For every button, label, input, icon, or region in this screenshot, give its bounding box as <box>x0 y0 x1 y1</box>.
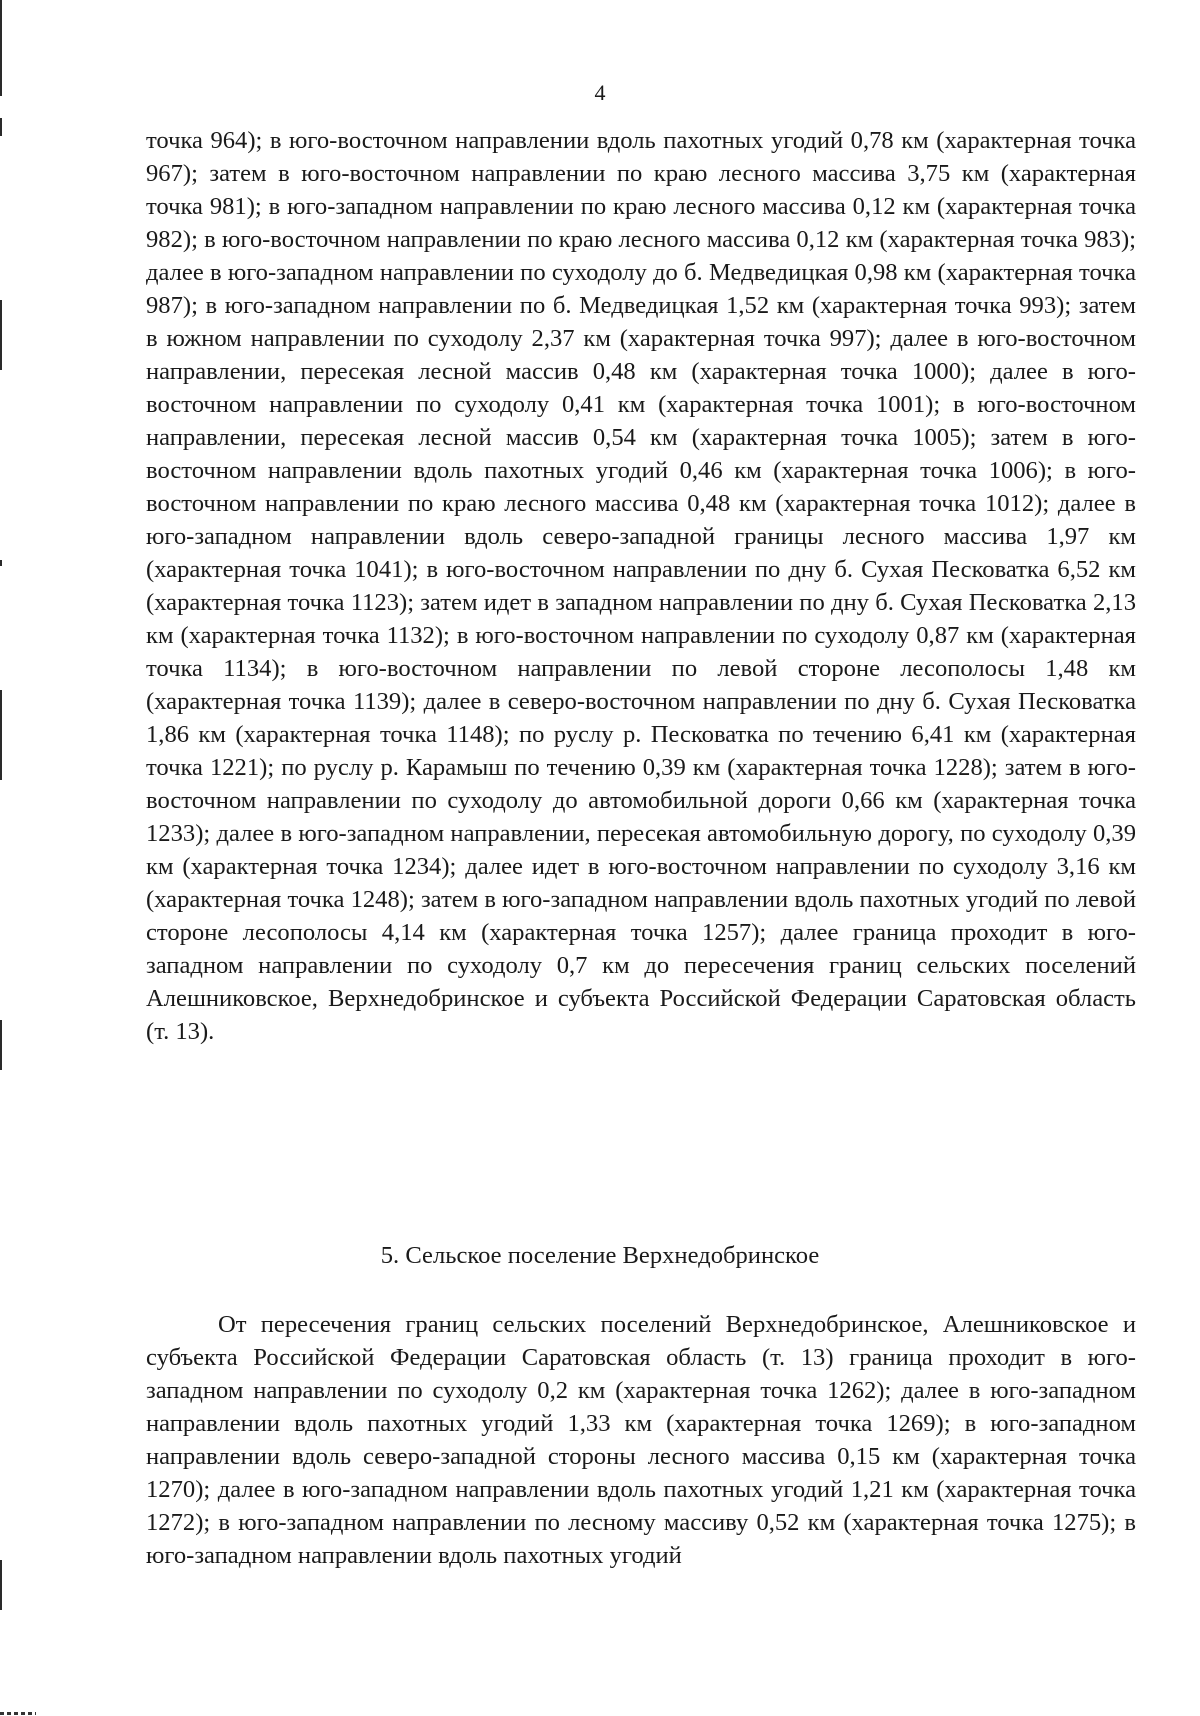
scan-edge-mark <box>0 690 2 780</box>
section-heading: 5. Сельское поселение Верхнедобринское <box>380 1242 820 1269</box>
page-number: 4 <box>594 80 606 105</box>
scan-edge-mark <box>0 560 2 566</box>
body-paragraph: точка 964); в юго-восточном направлении вдоль пахотных угодий 0,78 км (характерная точка 967); затем в юго-восточном направлении по краю лесного массива 3,75 км (характерная точка 981); в юго-западном направлении по краю лесного массива 0,12 км (характерная точка 982); в юго-восточном направлении по краю лесного массива 0,12 км (характерная точка 983); далее в юго-западном направлении по суходолу до б. Медведицкая 0,98 км (характерная точка 987); в юго-западном направлении по б. Медведицкая 1,52 км (характерная точка 993); затем в южном направлении по суходолу 2,37 км (характерная точка 997); далее в юго-восточном направлении, пересекая лесной массив 0,48 км (характерная точка 1000); далее в юго-восточном направлении по суходолу 0,41 км (характерная точка 1001); в юго-восточном направлении, пересекая лесной массив 0,54 км (характерная точка 1005); затем в юго-восточном направлении вдоль пахотных угодий 0,46 км (характерная точка 1006); в юго-восточном направлении по краю лесного массива 0,48 км (характерная точка 1012); далее в юго-западном направлении вдоль северо-западной границы лесного массива 1,97 км (характерная точка 1041); в юго-восточном направлении по дну б. Сухая Песковатка 6,52 км (характерная точка 1123); затем идет в западном направлении по дну б. Сухая Песковатка 2,13 км (характерная точка 1132); в юго-восточном направлении по суходолу 0,87 км (характерная точка 1134); в юго-восточном направлении по левой стороне лесополосы 1,48 км (характерная точка 1139); далее в северо-восточном направлении по дну б. Сухая Песковатка 1,86 км (характерная точка 1148); по руслу р. Песковатка по течению 6,41 км (характерная точка 1221); по руслу р. Карамыш по течению 0,39 км (характерная точка 1228); затем в юго-восточном направлении по суходолу до автомобильной дороги 0,66 км (характерная точка 1233); далее в юго-западном направлении, пересекая автомобильную дорогу, по суходолу 0,39 км (характерная точка 1234); далее идет в юго-восточном направлении по суходолу 3,16 км (характерная точка 1248); затем в юго-западном направлении вдоль пахотных угодий по левой стороне лесополосы 4,14 км (характерная точка 1257); далее граница проходит в юго-западном направлении по суходолу 0,7 км до пересечения границ сельских поселений Алешниковское, Верхнедобринское и субъекта Российской Федерации Саратовская область (т. 13). <box>146 127 1136 1045</box>
scan-edge-mark <box>0 1560 2 1610</box>
scan-footer-mark <box>0 1712 36 1715</box>
body-paragraph: От пересечения границ сельских поселений Верхнедобринское, Алешниковское и субъекта Российской Федерации Саратовская область (т. 13) граница проходит в юго-западном направлении по суходолу 0,2 км (характерная точка 1262); далее в юго-западном направлении вдоль пахотных угодий 1,33 км (характерная точка 1269); в юго-западном направлении вдоль северо-западной стороны лесного массива 0,15 км (характерная точка 1270); далее в юго-западном направлении вдоль пахотных угодий 1,21 км (характерная точка 1272); в юго-западном направлении по лесному массиву 0,52 км (характерная точка 1275); в юго-западном направлении вдоль пахотных угодий <box>146 1311 1136 1569</box>
scan-edge-mark <box>0 300 2 370</box>
scan-edge-mark <box>0 1020 2 1070</box>
scan-edge-mark <box>0 118 2 136</box>
